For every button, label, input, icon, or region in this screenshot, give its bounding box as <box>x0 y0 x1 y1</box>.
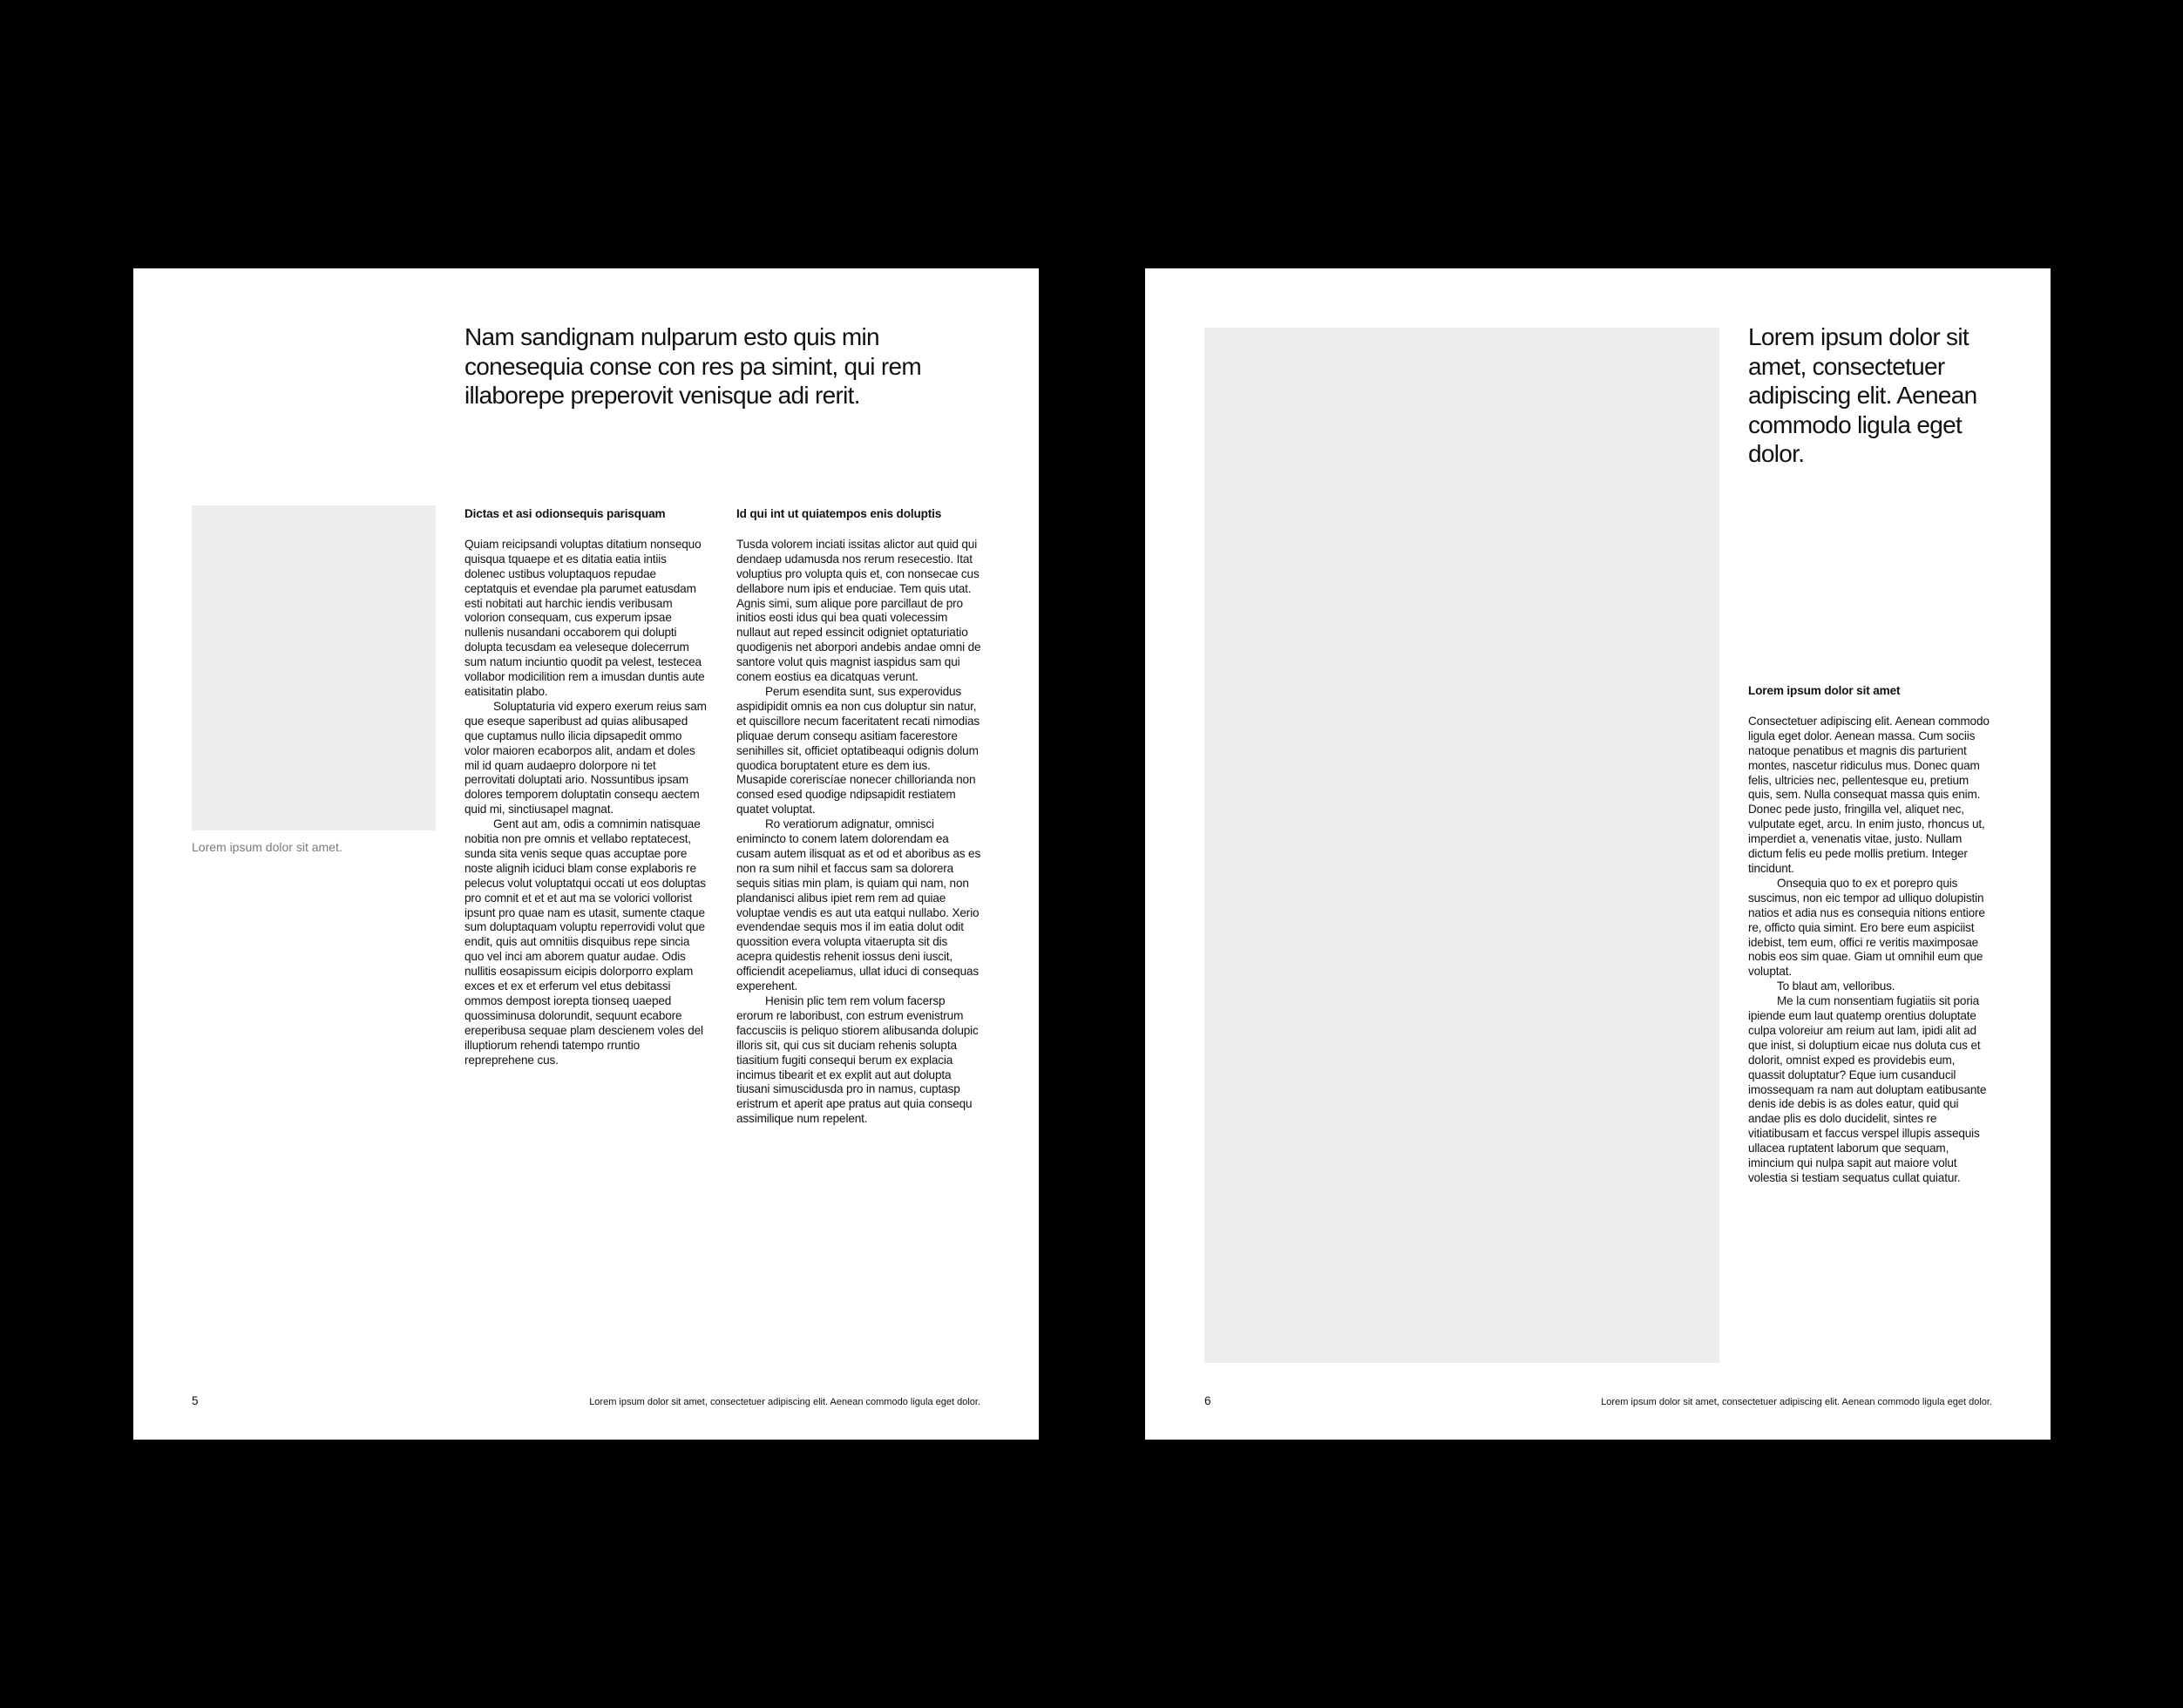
right-column-heading: Lorem ipsum dolor sit amet <box>1748 684 1901 697</box>
column-one-paragraph: Soluptaturia vid expero exerum reius sam que eseque saperibust ad quias alibusaped que cuptamus nullo ilicia dipsapedit ommo volor maioren ecaborpos alit, andam et doles mil id quam audaepro dolorpore ni tet perrovitati doluptati ario. Nossuntibus ipsam dolores temporem doluptatin consequ aectem quid mi, sinctiusapel magnat. <box>464 699 707 817</box>
right-page-footer-note: Lorem ipsum dolor sit amet, consectetuer adipiscing elit. Aenean commodo ligula eget dolor. <box>1601 1397 1992 1407</box>
right-column-paragraph: Consectetuer adipiscing elit. Aenean commodo ligula eget dolor. Aenean massa. Cum sociis natoque penatibus et magnis dis parturient montes, nascetur ridiculus mus. Donec quam felis, ultricies nec, pellentesque eu, pretium quis, sem. Nulla consequat massa quis enim. Donec pede justo, fringilla vel, aliquet nec, vulputate eget, arcu. In enim justo, rhoncus ut, imperdiet a, venenatis vitae, justo. Nullam dictum felis eu pede mollis pretium. Integer tincidunt. <box>1748 714 1990 875</box>
left-image-placeholder <box>192 505 436 830</box>
right-page-headline: Lorem ipsum dolor sit amet, consectetuer adipiscing elit. Aenean commodo ligula eget dolor. <box>1748 323 1977 467</box>
right-text-column <box>1748 684 1993 1186</box>
spread-left-page <box>133 268 1039 1440</box>
column-one-paragraph: Quiam reicipsandi voluptas ditatium nonsequo quisqua tquaepe et es ditatia eatia intiis dolenec ustibus voluptaquos repudae ceptatquis et evendae pla parumet eatusdam esti nobitati aut harchic iendis veribusam volorion consequam, cus experum ipsae nullenis nusandani occaborem qui dolupti dolupta tecusdam ea veleseque dolecerrum sum natum inciuntio quodit pa velest, testecea vollabor modicilition rem a imusdan duntis aute eatisitatin plabo. <box>464 537 705 698</box>
left-page-footer-note: Lorem ipsum dolor sit amet, consectetuer adipiscing elit. Aenean commodo ligula eget dolor. <box>589 1397 980 1407</box>
column-two-heading: Id qui int ut quiatempos enis doluptis <box>736 507 942 520</box>
left-image-caption: Lorem ipsum dolor sit amet. <box>192 840 342 854</box>
left-text-column-two <box>736 507 981 1127</box>
right-page-number: 6 <box>1204 1394 1211 1407</box>
left-page-headline: Nam sandignam nulparum esto quis min conesequia conse con res pa simint, qui rem illaborepe preperovit venisque adi rerit. <box>464 323 921 409</box>
column-two-paragraph: Henisin plic tem rem volum facersp erorum re laboribust, con estrum evenistrum faccusciis is peliquo stiorem alibusanda dolupic illoris sit, qui cus sit duciam rehenis solupta tiasitium fugiti consequi berum ex explacia incimus tibearit et ex explit aut aut dolupta tiusani simuscidusda pro in namus, cuptasp eristrum et aperit ape pratus aut quia consequ assimilique num repelent. <box>736 994 979 1126</box>
left-page-number: 5 <box>192 1394 199 1407</box>
right-column-paragraph: Onsequia quo to ex et porepro quis suscimus, non eic tempor ad ulliquo dolupistin natios et adia nus es consequia nitions entiore re, officto quia simint. Ero bere eum aspiciist idebist, tem eum, offici re veritis maximposae nobis eos sim quae. Giam ut omnihil eum que voluptat. <box>1748 876 1985 979</box>
left-text-column-one <box>464 507 709 1068</box>
column-two-paragraph: Ro veratiorum adignatur, omnisci enimincto to conem latem dolorendam ea cusam autem ilisquat as et od et aboribus as es non ra sum nihil et faccus sam sa dolorera sequis sitias min plam, is quiam qui nam, non plandanisci alibus ipiet rem rem ad quiae voluptae vendis es aut uta eatqui nullabo. Xerio evendendae sequis mos il im eatia dolut odit quossition evera volupta vitaerupta sit dis acepra quidestis rehenit iossus deni iuscit, officiendit acepeliamus, ullat iduci di consequas experehent. <box>736 817 981 993</box>
right-column-paragraph: To blaut am, velloribus. <box>1777 979 1895 993</box>
column-one-heading: Dictas et asi odionsequis parisquam <box>464 507 666 520</box>
column-two-paragraph: Perum esendita sunt, sus experovidus aspidipidit omnis ea non cus doluptur sin natur, et quiscillore necum faceritatent recati nimodias pliquae derum consequ asitiam facerestore senihilles sit, officiet optatibeaqui odignis dolum quodica boruptatent eture es dem ius. Musapide coreriscíae nonecer chillorianda non consed esed quodige ndipsapidit restiatem quatet voluptat. <box>736 684 980 817</box>
right-image-placeholder <box>1204 328 1719 1363</box>
spread-right-page <box>1145 268 2051 1440</box>
column-one-paragraph: Gent aut am, odis a comnimin natisquae nobitia non pre omnis et vellabo reptatecest, sunda sita venis seque quas accuptae pore noste alignih iciduci blam conse explaboris re pelecus volut voluptatqui occati ut eos doluptas pro comnit et et et aut ma se volorici vollorist ipsunt pro quae nam es utasit, sumente ctaque sum doluptaquam voluptu reperrovidi volut que endit, quis aut omnitiis disquibus repe sincia quo vel inci am aborem quatur audae. Odis nullitis eosapissum eicipis dolorporro explam exces et ex et erferum vel etus debitassi ommos dempost iorepta tionseq uaeped quossiminusa dolorundit, sequunt ecabore ereperibusa sequae plam descienem voles del illuptiorum rehendi tatempo rruntio repreprehene cus. <box>464 817 706 1067</box>
right-column-paragraph: Me la cum nonsentiam fugiatiis sit poria ipiende eum laut quatemp orentius doluptate culpa voloreiur am reium aut lam, ipidi alit ad que inist, si doluptium eicae nus doluta cus et dolorit, omnist exped es providebis eum, quassit doluptatur? Eque ium cusanducil imossequam ra nam aut doluptam eatibusante denis ide debis is as doles eatur, quid qui andae plis es dolo ducidelit, sintes re vitiatibusam et faccus verspel illupis assequis ullacea ruptatent laborum que sequam, imincium qui nulpa sapit aut maiore volut volestia si testiam sequatus cullat quiatur. <box>1748 994 1987 1184</box>
column-two-paragraph: Tusda volorem inciati issitas alictor aut quid qui dendaep udamusda nos rerum resecestio. Itat voluptius pro volupta quis et, con nonsecae cus dellabore num ipis et enduciae. Tem quis utat. Agnis simi, sum alique pore parcillaut de pro initios eosti idus qui bea quati volecessim nullaut aut reped essincit odigniet optaturiatio quodigenis net aborpori andebis andae omni de santore volut quis magnist iaspidus sam qui conem eostius ea dicatquas verunt. <box>736 537 981 684</box>
